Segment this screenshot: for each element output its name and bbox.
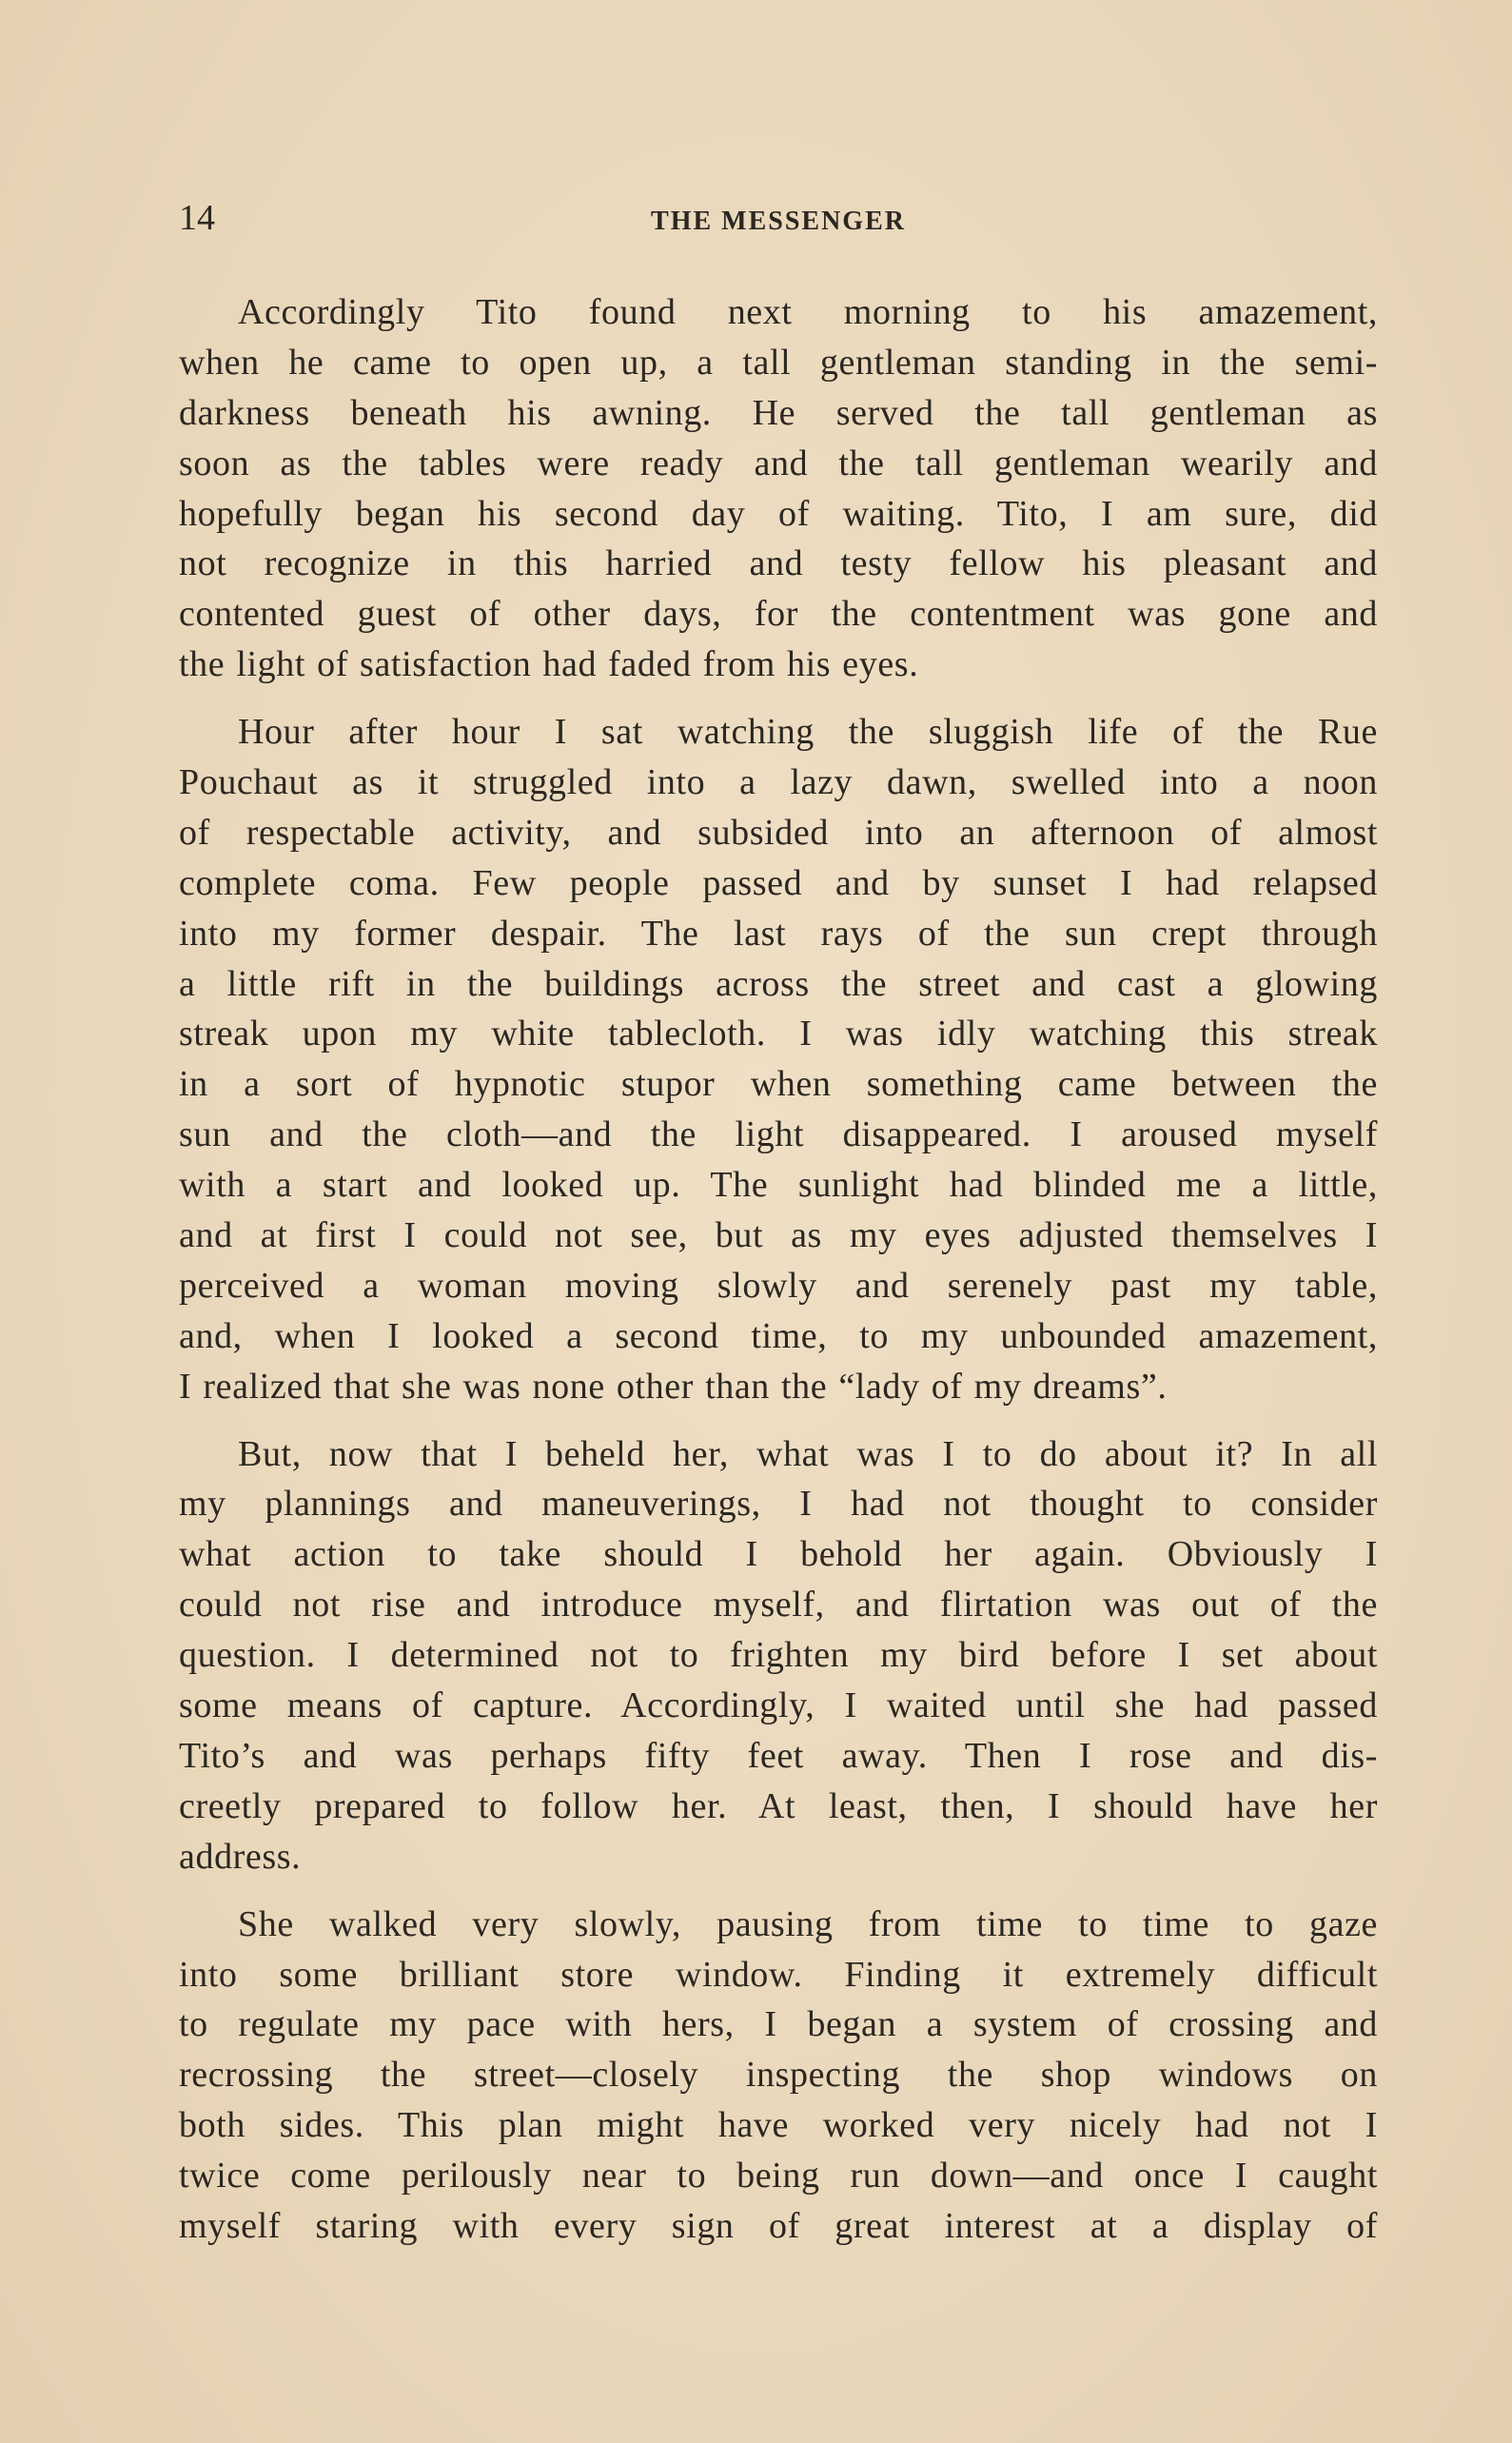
text-line: address. bbox=[179, 1836, 302, 1877]
text-line: Accordingly Tito found next morning to his amazement, bbox=[238, 292, 1378, 332]
text-line: question. I determined not to frighten my bird before I set about bbox=[179, 1635, 1378, 1676]
text-line: contented guest of other days, for the contentment was gone and bbox=[179, 594, 1378, 635]
paragraph-2 bbox=[179, 707, 1378, 1411]
text-line: recrossing the street—closely inspecting the shop windows on bbox=[179, 2055, 1378, 2096]
text-line: what action to take should I behold her again. Obviously I bbox=[179, 1534, 1378, 1575]
text-line: of respectable activity, and subsided into an afternoon of almost bbox=[179, 812, 1378, 853]
text-line: and at first I could not see, but as my eyes adjusted themselves I bbox=[179, 1215, 1378, 1256]
text-line: soon as the tables were ready and the tall gentleman wearily and bbox=[179, 443, 1378, 483]
text-line: perceived a woman moving slowly and serenely past my table, bbox=[179, 1265, 1378, 1306]
text-line: Hour after hour I sat watching the sluggish life of the Rue bbox=[238, 712, 1378, 753]
text-line: complete coma. Few people passed and by sunset I had relapsed bbox=[179, 862, 1378, 903]
page-number: 14 bbox=[179, 198, 215, 238]
text-line: could not rise and introduce myself, and flirtation was out of the bbox=[179, 1585, 1378, 1625]
text-line: She walked very slowly, pausing from time to time to gaze bbox=[238, 1903, 1378, 1944]
text-line: with a start and looked up. The sunlight had blinded me a little, bbox=[179, 1165, 1378, 1206]
text-line: both sides. This plan might have worked very nicely had not I bbox=[179, 2105, 1378, 2146]
text-line: when he came to open up, a tall gentleman standing in the semi- bbox=[179, 342, 1378, 383]
text-line: darkness beneath his awning. He served the tall gentleman as bbox=[179, 392, 1378, 433]
text-line: Tito’s and was perhaps fifty feet away. Then I rose and dis- bbox=[179, 1735, 1378, 1776]
text-line: hopefully began his second day of waiting. Tito, I am sure, did bbox=[179, 493, 1378, 534]
text-line: into some brilliant store window. Finding it extremely difficult bbox=[179, 1954, 1378, 1995]
text-line: sun and the cloth—and the light disappeared. I aroused myself bbox=[179, 1114, 1378, 1155]
text-line: twice come perilously near to being run down—and once I caught bbox=[179, 2156, 1378, 2197]
text-line: But, now that I beheld her, what was I to do about it? In all bbox=[238, 1433, 1378, 1474]
running-head bbox=[179, 194, 1378, 242]
text-line: some means of capture. Accordingly, I waited until she had passed bbox=[179, 1685, 1378, 1726]
text-line: not recognize in this harried and testy fellow his pleasant and bbox=[179, 543, 1378, 584]
text-line: Pouchaut as it struggled into a lazy dawn, swelled into a noon bbox=[179, 762, 1378, 803]
text-line: creetly prepared to follow her. At least, then, I should have her bbox=[179, 1785, 1378, 1826]
running-title: THE MESSENGER bbox=[651, 207, 906, 236]
text-line: and, when I looked a second time, to my unbounded amazement, bbox=[179, 1315, 1378, 1356]
paragraph-1 bbox=[179, 287, 1378, 690]
text-line: to regulate my pace with hers, I began a system of crossing and bbox=[179, 2004, 1378, 2045]
text-line: streak upon my white tablecloth. I was idly watching this streak bbox=[179, 1014, 1378, 1054]
text-line: in a sort of hypnotic stupor when something came between the bbox=[179, 1064, 1378, 1105]
text-line: into my former despair. The last rays of the sun crept through bbox=[179, 913, 1378, 954]
paragraph-3 bbox=[179, 1429, 1378, 1882]
text-line: my plannings and maneuverings, I had not thought to consider bbox=[179, 1484, 1378, 1525]
text-line: the light of satisfaction had faded from his eyes. bbox=[179, 644, 919, 685]
paragraph-4 bbox=[179, 1900, 1378, 2252]
text-line: a little rift in the buildings across the street and cast a glowing bbox=[179, 963, 1378, 1004]
body-text bbox=[179, 287, 1378, 2269]
text-line: I realized that she was none other than the “lady of my dreams”. bbox=[179, 1366, 1168, 1407]
text-line: myself staring with every sign of great interest at a display of bbox=[179, 2205, 1378, 2246]
